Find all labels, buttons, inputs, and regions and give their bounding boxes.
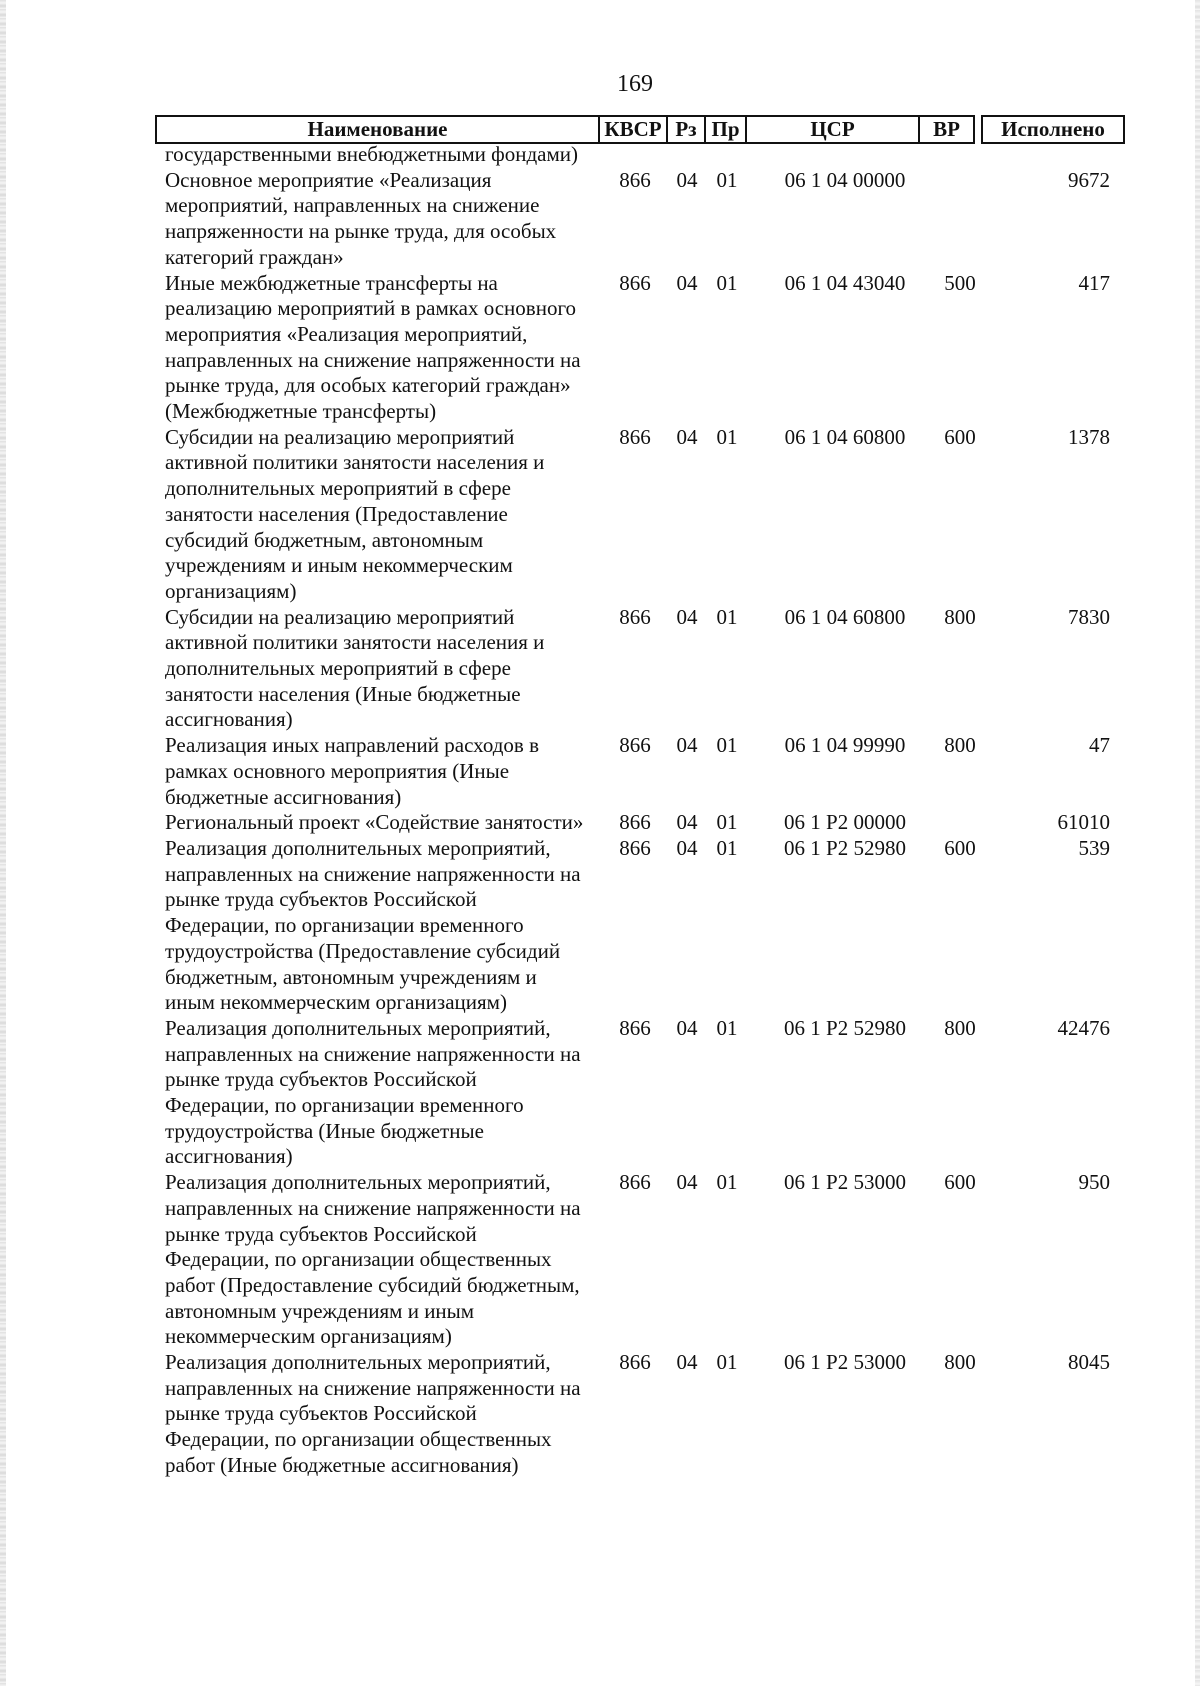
cell-kvsr: 866 <box>619 167 651 192</box>
cell-done: 950 <box>1078 1170 1110 1195</box>
cell-name: Реализация дополнительных мероприятий, направленных на снижение напряженности на рынке труда субъектов Российской Федерации, по организации общественных работ (Иные бюджетные ассигнования) <box>165 1350 581 1477</box>
table-row <box>165 733 1125 810</box>
cell-vr: 600 <box>944 424 976 449</box>
cell-csr: 06 1 04 60800 <box>784 604 906 629</box>
cell-kvsr: 866 <box>619 810 651 835</box>
cell-done: 42476 <box>1057 1015 1110 1040</box>
cell-rz: 04 <box>676 733 698 758</box>
table-row <box>165 168 1125 271</box>
cell-csr: 06 1 P2 53000 <box>784 1170 906 1195</box>
cell-name: Реализация дополнительных мероприятий, направленных на снижение напряженности на рынке труда субъектов Российской Федерации, по организации общественных работ (Предоставление субсидий бюджетным, автономным учреждениям и иным некоммерческим организациям) <box>165 1170 581 1349</box>
cell-kvsr: 866 <box>619 424 651 449</box>
header-kvsr: КВСР <box>598 115 668 144</box>
cell-name: Иные межбюджетные трансферты на реализацию мероприятий в рамках основного мероприятия «Реализация мероприятий, направленных на снижение напряженности на рынке труда, для особых категорий граждан» (Межбюджетные трансферты) <box>165 270 581 424</box>
header-done: Исполнено <box>981 115 1125 144</box>
header-csr: ЦСР <box>745 115 920 144</box>
cell-done: 47 <box>1089 733 1110 758</box>
cell-done: 1378 <box>1068 424 1110 449</box>
header-pr: Пр <box>704 115 747 144</box>
cell-csr: 06 1 P2 52980 <box>784 835 906 860</box>
cell-rz: 04 <box>676 1015 698 1040</box>
cell-rz: 04 <box>676 604 698 629</box>
cell-rz: 04 <box>676 270 698 295</box>
cell-kvsr: 866 <box>619 270 651 295</box>
cell-rz: 04 <box>676 1350 698 1375</box>
cell-pr: 01 <box>716 1170 738 1195</box>
cell-rz: 04 <box>676 424 698 449</box>
cell-csr: 06 1 P2 53000 <box>784 1350 906 1375</box>
cell-vr: 600 <box>944 835 976 860</box>
cell-done: 8045 <box>1068 1350 1110 1375</box>
cell-name: Субсидии на реализацию мероприятий активной политики занятости населения и дополнительных мероприятий в сфере занятости населения (Иные бюджетные ассигнования) <box>165 604 545 732</box>
cell-name: Реализация дополнительных мероприятий, направленных на снижение напряженности на рынке труда субъектов Российской Федерации, по организации временного трудоустройства (Предоставление субсидий бюджетным, автономным учреждениям и иным некоммерческим организациям) <box>165 835 581 1015</box>
table-row <box>165 836 1125 1016</box>
cell-csr: 06 1 P2 00000 <box>784 810 906 835</box>
cell-rz: 04 <box>676 810 698 835</box>
cell-kvsr: 866 <box>619 1170 651 1195</box>
cell-kvsr: 866 <box>619 733 651 758</box>
cell-vr: 800 <box>944 1350 976 1375</box>
cell-name: Основное мероприятие «Реализация мероприятий, направленных на снижение напряженности на рынке труда, для особых категорий граждан» <box>165 167 557 269</box>
cell-rz: 04 <box>676 167 698 192</box>
cell-csr: 06 1 04 60800 <box>784 424 906 449</box>
cell-vr: 500 <box>944 270 976 295</box>
cell-pr: 01 <box>716 1015 738 1040</box>
cell-pr: 01 <box>716 733 738 758</box>
cell-vr: 800 <box>944 1015 976 1040</box>
cell-rz: 04 <box>676 835 698 860</box>
table-row <box>165 1350 1125 1479</box>
cell-name: государственными внебюджетными фондами) <box>165 142 579 166</box>
table-row <box>165 1170 1125 1350</box>
cell-vr: 800 <box>944 604 976 629</box>
table-row <box>165 1016 1125 1170</box>
table-row <box>165 810 1125 836</box>
page-number: 169 <box>617 71 653 97</box>
cell-done: 539 <box>1078 835 1110 860</box>
table-row <box>165 142 1125 168</box>
cell-kvsr: 866 <box>619 1350 651 1375</box>
cell-pr: 01 <box>716 835 738 860</box>
cell-name: Реализация дополнительных мероприятий, направленных на снижение напряженности на рынке труда субъектов Российской Федерации, по организации временного трудоустройства (Иные бюджетные ассигнования) <box>165 1015 581 1169</box>
cell-kvsr: 866 <box>619 835 651 860</box>
cell-vr: 800 <box>944 733 976 758</box>
cell-pr: 01 <box>716 424 738 449</box>
cell-pr: 01 <box>716 167 738 192</box>
cell-csr: 06 1 04 43040 <box>784 270 906 295</box>
cell-done: 9672 <box>1068 167 1110 192</box>
header-rz: Рз <box>666 115 706 144</box>
cell-kvsr: 866 <box>619 604 651 629</box>
cell-kvsr: 866 <box>619 1015 651 1040</box>
header-vr: ВР <box>918 115 975 144</box>
cell-csr: 06 1 04 00000 <box>784 167 906 192</box>
cell-name: Субсидии на реализацию мероприятий активной политики занятости населения и дополнительных мероприятий в сфере занятости населения (Предоставление субсидий бюджетным, автономным учреждениям и иным некоммерческим организациям) <box>165 424 545 603</box>
cell-pr: 01 <box>716 810 738 835</box>
scan-edge-left <box>0 0 6 1686</box>
table-row <box>165 271 1125 425</box>
cell-name: Региональный проект «Содействие занятости» <box>165 810 584 835</box>
cell-pr: 01 <box>716 1350 738 1375</box>
cell-done: 7830 <box>1068 604 1110 629</box>
cell-csr: 06 1 04 99990 <box>784 733 906 758</box>
cell-pr: 01 <box>716 604 738 629</box>
cell-done: 61010 <box>1057 810 1110 835</box>
header-name: Наименование <box>155 115 600 144</box>
cell-done: 417 <box>1078 270 1110 295</box>
cell-rz: 04 <box>676 1170 698 1195</box>
table-row <box>165 605 1125 734</box>
scan-edge-right <box>1195 0 1200 1686</box>
cell-name: Реализация иных направлений расходов в рамках основного мероприятия (Иные бюджетные ассигнования) <box>165 733 540 809</box>
cell-vr: 600 <box>944 1170 976 1195</box>
table-body <box>165 142 1125 1479</box>
table-row <box>165 425 1125 605</box>
cell-csr: 06 1 P2 52980 <box>784 1015 906 1040</box>
cell-pr: 01 <box>716 270 738 295</box>
